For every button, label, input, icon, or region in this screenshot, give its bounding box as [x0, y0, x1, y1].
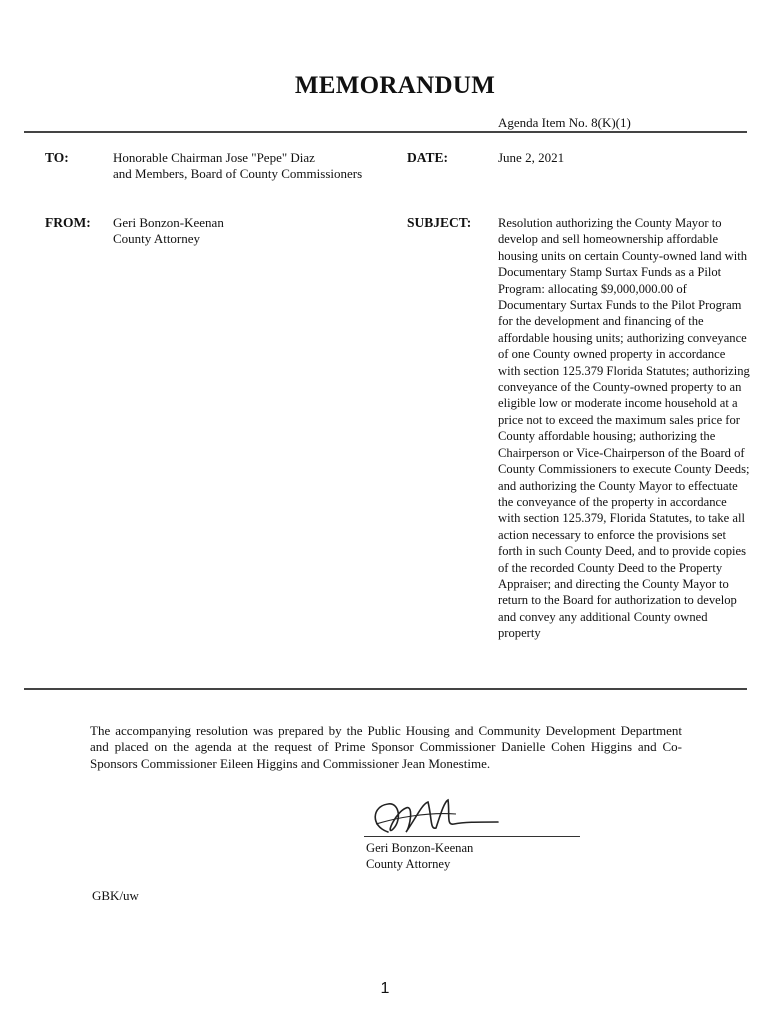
page-number: 1: [380, 980, 390, 997]
from-line-2: County Attorney: [113, 231, 201, 247]
from-label: FROM:: [45, 215, 91, 230]
subject-label: SUBJECT:: [407, 215, 472, 230]
subject-rule: [24, 688, 747, 690]
signature-name: Geri Bonzon-Keenan: [366, 841, 474, 855]
date-label: DATE:: [407, 150, 449, 165]
typist-initials: GBK/uw: [92, 888, 139, 903]
signature-line: [364, 836, 580, 837]
to-line-1: Honorable Chairman Jose "Pepe" Diaz: [113, 150, 315, 165]
subject-text: Resolution authorizing the County Mayor to develop and sell homeownership affordable housing units on certain County-owned land with Documentary Stamp Surtax Funds as a Pilot Program: allocating $9,000,000.00 of Documentary Surtax Funds to the Pilot Program for the development and financing of the affordable housing units; authorizing conveyance of one County owned property in accordance with section 125.379 Florida Statutes; authorizing conveyance of the County-owned property to an eligible low or moderate income household at a price not to exceed the maximum sales price for County affordable housing; authorizing the Chairperson or Vice-Chairperson of the Board of County Commissioners to execute County Deeds; and authorizing the County Mayor to effectuate the conveyance of the property in accordance with section 125.379, Florida Statutes, to take all action necessary to enforce the provisions set forth in such County Deed, and to provide copies of the recorded County Deed to the Property Appraiser; and directing the County Mayor to return to the Board for authorization to develop and convey any additional County owned property: [498, 216, 750, 641]
agenda-item: Agenda Item No. 8(K)(1): [498, 115, 631, 130]
header-rule: [24, 131, 747, 133]
to-recipient: [113, 150, 362, 183]
from-sender: [113, 215, 224, 248]
to-line-2: and Members, Board of County Commissioners: [113, 166, 363, 182]
date-value: June 2, 2021: [498, 150, 565, 165]
signature-block: [366, 840, 473, 872]
memo-title: MEMORANDUM: [294, 72, 496, 99]
signature-title: County Attorney: [366, 857, 451, 871]
to-label: TO:: [45, 150, 69, 165]
signature-image: [366, 792, 506, 840]
from-line-1: Geri Bonzon-Keenan: [113, 215, 224, 230]
body-paragraph: The accompanying resolution was prepared by the Public Housing and Community Development Department and placed on the agenda at the request of Prime Sponsor Commissioner Danielle Cohen Higgins and Co-Sponsors Commissioner Eileen Higgins and Commissioner Jean Monestime.: [90, 723, 682, 771]
